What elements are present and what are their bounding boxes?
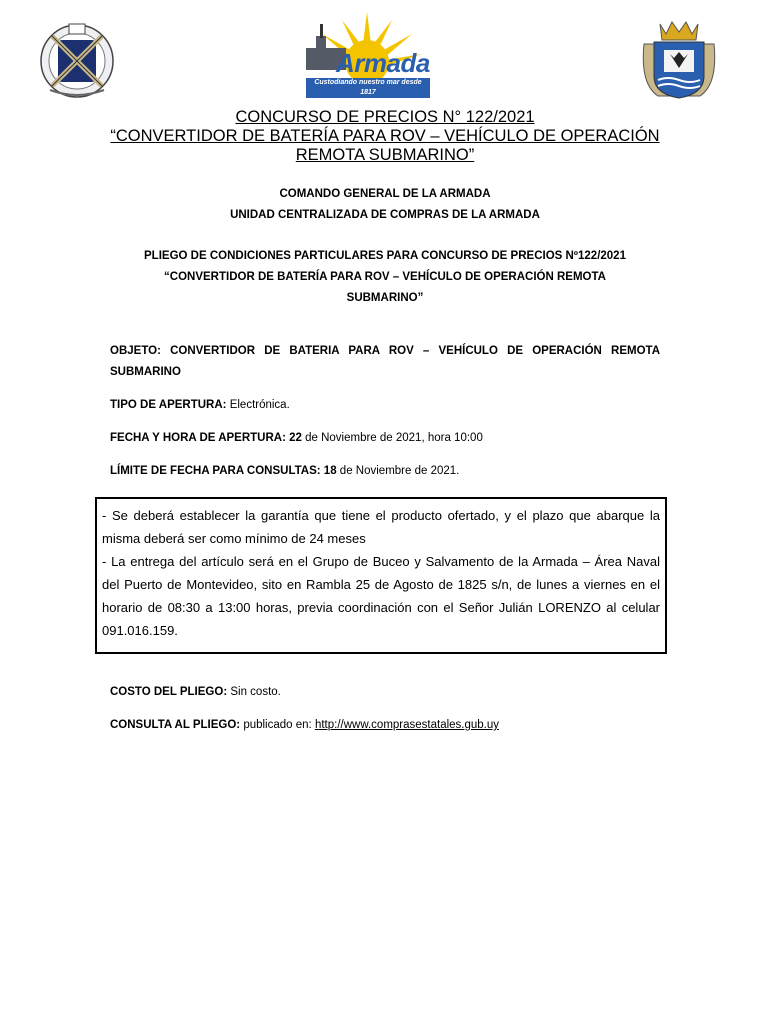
- consulta-pliego-field: [110, 715, 660, 736]
- tipo-apertura-value: Electrónica.: [226, 399, 290, 411]
- limite-consultas-label: LÍMITE DE FECHA PARA CONSULTAS: 18: [110, 465, 337, 477]
- compras-estatales-link[interactable]: http://www.comprasestatales.gub.uy: [314, 719, 500, 731]
- coat-of-arms-crest-icon: [638, 14, 720, 102]
- costo-pliego-field: [110, 682, 660, 703]
- title-line-2: “CONVERTIDOR DE BATERÍA PARA ROV – VEHÍCULO DE OPERACIÓN: [110, 127, 660, 145]
- org-line-1: COMANDO GENERAL DE LA ARMADA: [279, 188, 491, 200]
- limite-consultas-field: [110, 461, 660, 482]
- naval-anchor-crest-icon: [36, 20, 118, 102]
- title-line-3: REMOTA SUBMARINO”: [295, 146, 475, 164]
- title-line-1: CONCURSO DE PRECIOS N° 122/2021: [235, 108, 535, 126]
- pliego-line-3: SUBMARINO”: [346, 292, 424, 304]
- pliego-heading: [110, 246, 660, 309]
- fecha-apertura-label: FECHA Y HORA DE APERTURA: 22: [110, 432, 302, 444]
- armada-logo-tagline: Custodiando nuestro mar desde 1817: [306, 78, 430, 98]
- armada-logo-text: Armada: [336, 48, 430, 78]
- fecha-apertura-value: de Noviembre de 2021, hora 10:00: [301, 432, 483, 444]
- fecha-apertura-field: [110, 428, 660, 449]
- pliego-line-2: “CONVERTIDOR DE BATERÍA PARA ROV – VEHÍCULO DE OPERACIÓN REMOTA: [164, 271, 606, 283]
- consulta-pliego-value: publicado en:: [240, 719, 315, 731]
- notice-paragraph-warranty: - Se deberá establecer la garantía que tiene el producto ofertado, y el plazo que abarque la misma deberá ser como mínimo de 24 meses: [102, 508, 660, 546]
- org-line-2: UNIDAD CENTRALIZADA DE COMPRAS DE LA ARMADA: [230, 209, 540, 221]
- notice-paragraph-delivery: - La entrega del artículo será en el Grupo de Buceo y Salvamento de la Armada – Área Naval del Puerto de Montevideo, sito en Rambla 25 de Agosto de 1825 s/n, de lunes a viernes en el horario de 08:30 a 13:00 horas, previa coordinación con el Señor Julián LORENZO al celular 091.016.159.: [102, 554, 660, 638]
- costo-pliego-label: COSTO DEL PLIEGO:: [110, 686, 228, 698]
- tipo-apertura-label: TIPO DE APERTURA:: [110, 399, 227, 411]
- armada-logo: [302, 10, 432, 96]
- organization-block: [110, 184, 660, 226]
- costo-pliego-value: Sin costo.: [227, 686, 281, 698]
- tipo-apertura-field: [110, 395, 660, 416]
- objeto-field: OBJETO: CONVERTIDOR DE BATERIA PARA ROV – VEHÍCULO DE OPERACIÓN REMOTA SUBMARINO: [110, 345, 660, 378]
- document-title: [80, 108, 690, 165]
- pliego-line-1: PLIEGO DE CONDICIONES PARTICULARES PARA CONCURSO DE PRECIOS Nº122/2021: [144, 250, 626, 262]
- consulta-pliego-label: CONSULTA AL PLIEGO:: [110, 719, 241, 731]
- limite-consultas-value: de Noviembre de 2021.: [336, 465, 460, 477]
- conditions-notice-box: [95, 497, 667, 654]
